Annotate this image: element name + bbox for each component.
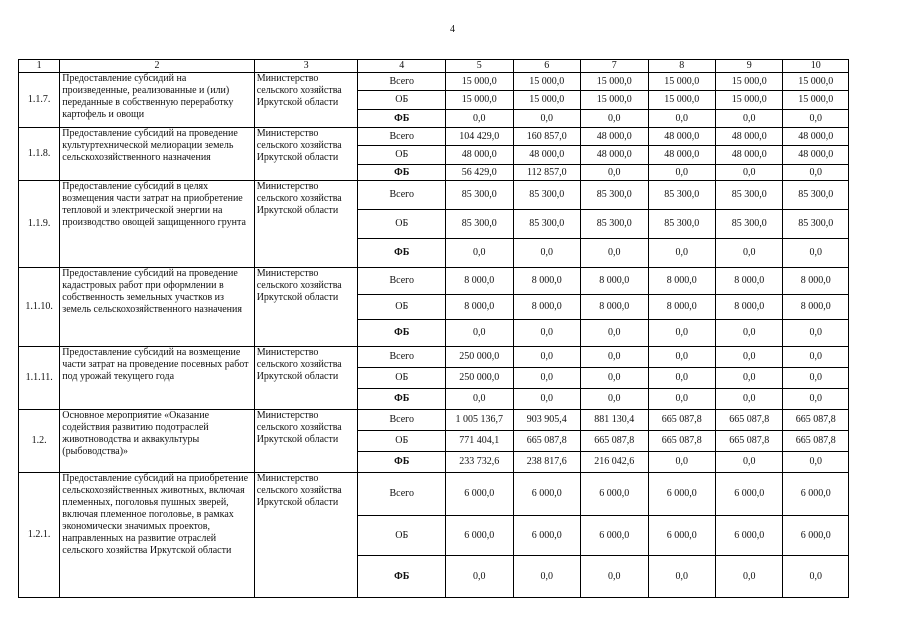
responsible-ministry: Министерство сельского хозяйства Иркутской области <box>254 347 358 410</box>
amount-cell: 0,0 <box>581 110 648 128</box>
responsible-ministry: Министерство сельского хозяйства Иркутской области <box>254 128 358 181</box>
amount-cell: 15 000,0 <box>648 73 715 91</box>
amount-cell: 85 300,0 <box>648 210 715 239</box>
amount-cell: 85 300,0 <box>513 181 580 210</box>
amount-cell: 0,0 <box>648 368 715 389</box>
amount-cell: 0,0 <box>513 556 580 598</box>
funding-source: ОБ <box>358 91 446 110</box>
amount-cell: 0,0 <box>513 110 580 128</box>
funding-source: ФБ <box>358 320 446 347</box>
amount-cell: 0,0 <box>648 556 715 598</box>
funding-source: Всего <box>358 73 446 91</box>
funding-source: ФБ <box>358 110 446 128</box>
amount-cell: 0,0 <box>446 556 513 598</box>
amount-cell: 0,0 <box>446 320 513 347</box>
amount-cell: 85 300,0 <box>716 210 783 239</box>
amount-cell: 0,0 <box>716 389 783 410</box>
measure-name: Предоставление субсидий на возмещение части затрат на проведение посевных работ под урожай текущего года <box>60 347 254 410</box>
amount-cell: 0,0 <box>648 165 715 181</box>
measure-name: Предоставление субсидий на произведенные, реализованные и (или) переданные в собственную переработку картофель и овощи <box>60 73 254 128</box>
amount-cell: 6 000,0 <box>716 516 783 556</box>
amount-cell: 8 000,0 <box>581 268 648 295</box>
amount-cell: 0,0 <box>648 110 715 128</box>
amount-cell: 6 000,0 <box>513 473 580 516</box>
amount-cell: 160 857,0 <box>513 128 580 146</box>
amount-cell: 6 000,0 <box>648 473 715 516</box>
amount-cell: 0,0 <box>716 347 783 368</box>
measure-name: Основное мероприятие «Оказание содействия развитию подотраслей животноводства и аквакультуры (рыбоводства)» <box>60 410 254 473</box>
amount-cell: 0,0 <box>446 389 513 410</box>
amount-cell: 0,0 <box>783 110 849 128</box>
amount-cell: 665 087,8 <box>648 410 715 431</box>
funding-source: Всего <box>358 128 446 146</box>
amount-cell: 0,0 <box>513 320 580 347</box>
amount-cell: 85 300,0 <box>446 210 513 239</box>
amount-cell: 0,0 <box>581 347 648 368</box>
header-cell: 10 <box>783 60 849 73</box>
amount-cell: 112 857,0 <box>513 165 580 181</box>
amount-cell: 216 042,6 <box>581 452 648 473</box>
responsible-ministry: Министерство сельского хозяйства Иркутской области <box>254 268 358 347</box>
amount-cell: 48 000,0 <box>648 146 715 165</box>
amount-cell: 665 087,8 <box>716 431 783 452</box>
header-cell: 2 <box>60 60 254 73</box>
amount-cell: 6 000,0 <box>581 516 648 556</box>
amount-cell: 0,0 <box>716 165 783 181</box>
amount-cell: 0,0 <box>513 368 580 389</box>
funding-source: ОБ <box>358 210 446 239</box>
amount-cell: 238 817,6 <box>513 452 580 473</box>
page-number: 4 <box>450 24 455 35</box>
amount-cell: 6 000,0 <box>581 473 648 516</box>
amount-cell: 0,0 <box>513 347 580 368</box>
amount-cell: 0,0 <box>716 452 783 473</box>
header-cell: 3 <box>254 60 358 73</box>
amount-cell: 233 732,6 <box>446 452 513 473</box>
amount-cell: 15 000,0 <box>581 73 648 91</box>
amount-cell: 15 000,0 <box>581 91 648 110</box>
amount-cell: 0,0 <box>581 165 648 181</box>
header-cell: 1 <box>19 60 60 73</box>
funding-source: ФБ <box>358 452 446 473</box>
amount-cell: 0,0 <box>581 320 648 347</box>
amount-cell: 15 000,0 <box>513 91 580 110</box>
amount-cell: 0,0 <box>783 452 849 473</box>
amount-cell: 0,0 <box>648 452 715 473</box>
amount-cell: 250 000,0 <box>446 347 513 368</box>
measure-name: Предоставление субсидий на проведение культуртехнической мелиорации земель сельскохозяйственного назначения <box>60 128 254 181</box>
amount-cell: 250 000,0 <box>446 368 513 389</box>
amount-cell: 48 000,0 <box>716 146 783 165</box>
amount-cell: 8 000,0 <box>648 268 715 295</box>
amount-cell: 15 000,0 <box>783 73 849 91</box>
responsible-ministry: Министерство сельского хозяйства Иркутской области <box>254 73 358 128</box>
funding-source: Всего <box>358 410 446 431</box>
funding-source: ОБ <box>358 431 446 452</box>
table-row <box>19 268 849 295</box>
amount-cell: 8 000,0 <box>513 268 580 295</box>
amount-cell: 0,0 <box>783 347 849 368</box>
amount-cell: 0,0 <box>783 389 849 410</box>
amount-cell: 0,0 <box>783 165 849 181</box>
funding-source: Всего <box>358 181 446 210</box>
amount-cell: 48 000,0 <box>513 146 580 165</box>
header-cell: 4 <box>358 60 446 73</box>
amount-cell: 665 087,8 <box>581 431 648 452</box>
amount-cell: 0,0 <box>581 239 648 268</box>
amount-cell: 0,0 <box>648 389 715 410</box>
amount-cell: 6 000,0 <box>716 473 783 516</box>
amount-cell: 903 905,4 <box>513 410 580 431</box>
header-cell: 6 <box>513 60 580 73</box>
measure-code: 1.1.7. <box>19 73 60 128</box>
amount-cell: 0,0 <box>783 320 849 347</box>
funding-source: Всего <box>358 268 446 295</box>
amount-cell: 6 000,0 <box>446 516 513 556</box>
amount-cell: 8 000,0 <box>716 295 783 320</box>
measure-code: 1.1.11. <box>19 347 60 410</box>
amount-cell: 48 000,0 <box>783 146 849 165</box>
amount-cell: 881 130,4 <box>581 410 648 431</box>
amount-cell: 15 000,0 <box>716 73 783 91</box>
funding-source: ОБ <box>358 368 446 389</box>
amount-cell: 8 000,0 <box>446 268 513 295</box>
amount-cell: 0,0 <box>513 239 580 268</box>
amount-cell: 6 000,0 <box>648 516 715 556</box>
amount-cell: 48 000,0 <box>716 128 783 146</box>
amount-cell: 48 000,0 <box>446 146 513 165</box>
amount-cell: 0,0 <box>716 239 783 268</box>
amount-cell: 0,0 <box>581 556 648 598</box>
amount-cell: 48 000,0 <box>783 128 849 146</box>
amount-cell: 85 300,0 <box>716 181 783 210</box>
funding-source: ФБ <box>358 556 446 598</box>
table-row <box>19 73 849 91</box>
amount-cell: 8 000,0 <box>513 295 580 320</box>
amount-cell: 48 000,0 <box>581 146 648 165</box>
header-cell: 9 <box>716 60 783 73</box>
amount-cell: 0,0 <box>446 110 513 128</box>
amount-cell: 6 000,0 <box>446 473 513 516</box>
amount-cell: 665 087,8 <box>783 431 849 452</box>
amount-cell: 0,0 <box>581 368 648 389</box>
funding-source: Всего <box>358 347 446 368</box>
amount-cell: 8 000,0 <box>648 295 715 320</box>
responsible-ministry: Министерство сельского хозяйства Иркутской области <box>254 181 358 268</box>
amount-cell: 85 300,0 <box>581 181 648 210</box>
measure-name: Предоставление субсидий в целях возмещения части затрат на приобретение тепловой и электрической энергии на производство овощей защищенного грунта <box>60 181 254 268</box>
funding-source: ФБ <box>358 239 446 268</box>
funding-source: ФБ <box>358 389 446 410</box>
amount-cell: 665 087,8 <box>513 431 580 452</box>
amount-cell: 85 300,0 <box>446 181 513 210</box>
amount-cell: 85 300,0 <box>581 210 648 239</box>
amount-cell: 8 000,0 <box>446 295 513 320</box>
amount-cell: 8 000,0 <box>716 268 783 295</box>
measure-name: Предоставление субсидий на проведение кадастровых работ при оформлении в собственность земельных участков из земель сельскохозяйственного назначения <box>60 268 254 347</box>
amount-cell: 665 087,8 <box>716 410 783 431</box>
budget-table <box>18 59 849 598</box>
funding-source: ФБ <box>358 165 446 181</box>
amount-cell: 0,0 <box>648 320 715 347</box>
amount-cell: 15 000,0 <box>716 91 783 110</box>
amount-cell: 48 000,0 <box>581 128 648 146</box>
amount-cell: 0,0 <box>783 239 849 268</box>
amount-cell: 15 000,0 <box>446 73 513 91</box>
amount-cell: 0,0 <box>716 110 783 128</box>
amount-cell: 6 000,0 <box>513 516 580 556</box>
amount-cell: 15 000,0 <box>783 91 849 110</box>
amount-cell: 0,0 <box>648 239 715 268</box>
table-row <box>19 128 849 146</box>
amount-cell: 771 404,1 <box>446 431 513 452</box>
funding-source: ОБ <box>358 295 446 320</box>
funding-source: Всего <box>358 473 446 516</box>
header-cell: 7 <box>581 60 648 73</box>
amount-cell: 15 000,0 <box>513 73 580 91</box>
amount-cell: 6 000,0 <box>783 473 849 516</box>
amount-cell: 85 300,0 <box>783 181 849 210</box>
amount-cell: 0,0 <box>648 347 715 368</box>
funding-source: ОБ <box>358 516 446 556</box>
amount-cell: 104 429,0 <box>446 128 513 146</box>
amount-cell: 85 300,0 <box>783 210 849 239</box>
funding-source: ОБ <box>358 146 446 165</box>
measure-code: 1.2.1. <box>19 473 60 598</box>
amount-cell: 85 300,0 <box>513 210 580 239</box>
table-row <box>19 181 849 210</box>
measure-code: 1.2. <box>19 410 60 473</box>
measure-code: 1.1.8. <box>19 128 60 181</box>
amount-cell: 0,0 <box>446 239 513 268</box>
amount-cell: 85 300,0 <box>648 181 715 210</box>
amount-cell: 6 000,0 <box>783 516 849 556</box>
table-row <box>19 410 849 431</box>
amount-cell: 0,0 <box>783 556 849 598</box>
amount-cell: 0,0 <box>716 556 783 598</box>
amount-cell: 1 005 136,7 <box>446 410 513 431</box>
amount-cell: 0,0 <box>716 368 783 389</box>
amount-cell: 8 000,0 <box>783 268 849 295</box>
table-row <box>19 473 849 516</box>
responsible-ministry: Министерство сельского хозяйства Иркутской области <box>254 410 358 473</box>
amount-cell: 0,0 <box>513 389 580 410</box>
table-row <box>19 347 849 368</box>
amount-cell: 56 429,0 <box>446 165 513 181</box>
measure-code: 1.1.9. <box>19 181 60 268</box>
header-cell: 8 <box>648 60 715 73</box>
amount-cell: 665 087,8 <box>783 410 849 431</box>
measure-name: Предоставление субсидий на приобретение сельскохозяйственных животных, включая племенных, поголовья пушных зверей, включая племенное поголовье, в рамках экономически значимых проектов, направленных на развитие отраслей сельского хозяйства Иркутской области <box>60 473 254 598</box>
amount-cell: 8 000,0 <box>581 295 648 320</box>
amount-cell: 665 087,8 <box>648 431 715 452</box>
amount-cell: 15 000,0 <box>648 91 715 110</box>
responsible-ministry: Министерство сельского хозяйства Иркутской области <box>254 473 358 598</box>
amount-cell: 15 000,0 <box>446 91 513 110</box>
amount-cell: 0,0 <box>581 389 648 410</box>
amount-cell: 48 000,0 <box>648 128 715 146</box>
amount-cell: 8 000,0 <box>783 295 849 320</box>
header-row <box>19 60 849 73</box>
measure-code: 1.1.10. <box>19 268 60 347</box>
header-cell: 5 <box>446 60 513 73</box>
amount-cell: 0,0 <box>716 320 783 347</box>
amount-cell: 0,0 <box>783 368 849 389</box>
